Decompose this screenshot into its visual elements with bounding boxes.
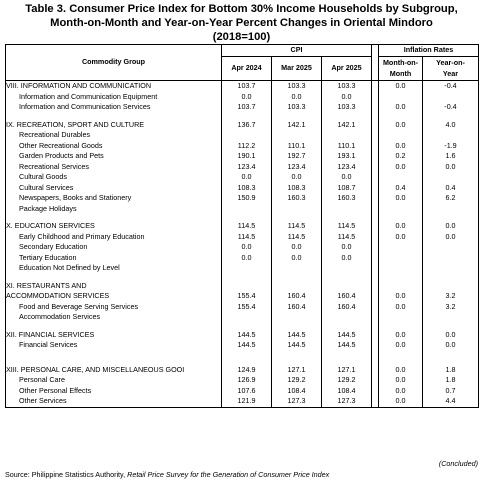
cpi-mar-2025: 127.3: [272, 396, 322, 407]
commodity-name: Garden Products and Pets: [6, 151, 222, 162]
subgroup-row: [6, 204, 479, 215]
commodity-name: Cultural Goods: [6, 172, 222, 183]
cpi-mar-2025: 160.4: [272, 302, 322, 313]
subgroup-row: [6, 263, 479, 274]
cpi-apr-2024: 0.0: [222, 253, 272, 264]
subgroup-row: [6, 151, 479, 162]
cpi-apr-2024: 126.9: [222, 375, 272, 386]
cpi-mar-2025: 0.0: [272, 172, 322, 183]
commodity-name: ACCOMMODATION SERVICES: [6, 291, 222, 302]
month-on-month: [379, 204, 423, 215]
cpi-apr-2025: 127.3: [322, 396, 372, 407]
cpi-apr-2025: 142.1: [322, 120, 372, 131]
header-month-on-month: Month-on- Month: [379, 57, 423, 81]
commodity-name: Cultural Services: [6, 183, 222, 194]
year-on-year: -0.4: [423, 102, 479, 113]
year-on-year: 3.2: [423, 302, 479, 313]
subgroup-row: [6, 193, 479, 204]
commodity-name: X. EDUCATION SERVICES: [6, 221, 222, 232]
subgroup-row: [6, 162, 479, 173]
year-on-year: 0.7: [423, 386, 479, 397]
year-on-year: 1.6: [423, 151, 479, 162]
cpi-apr-2024: 150.9: [222, 193, 272, 204]
cpi-mar-2025: 144.5: [272, 330, 322, 341]
header-cpi: CPI: [222, 45, 372, 57]
table-body: [6, 81, 479, 408]
year-on-year: 1.8: [423, 365, 479, 376]
subgroup-row: [6, 312, 479, 323]
header-mar-2025: Mar 2025: [272, 57, 322, 81]
commodity-name: Education Not Defined by Level: [6, 263, 222, 274]
cpi-mar-2025: 103.3: [272, 81, 322, 92]
group-row: [6, 221, 479, 232]
cpi-apr-2025: 144.5: [322, 330, 372, 341]
month-on-month: 0.0: [379, 102, 423, 113]
cpi-apr-2024: [222, 263, 272, 274]
cpi-mar-2025: 0.0: [272, 242, 322, 253]
cpi-apr-2024: 190.1: [222, 151, 272, 162]
cpi-mar-2025: [272, 263, 322, 274]
cpi-apr-2024: 144.5: [222, 340, 272, 351]
cpi-apr-2024: [222, 312, 272, 323]
header-inflation-rates: Inflation Rates: [379, 45, 479, 57]
commodity-name: Food and Beverage Serving Services: [6, 302, 222, 313]
commodity-name: Financial Services: [6, 340, 222, 351]
cpi-apr-2025: [322, 130, 372, 141]
month-on-month: [379, 130, 423, 141]
cpi-apr-2025: 144.5: [322, 340, 372, 351]
month-on-month: 0.0: [379, 193, 423, 204]
month-on-month: 0.0: [379, 386, 423, 397]
cpi-apr-2024: 114.5: [222, 221, 272, 232]
year-on-year: [423, 253, 479, 264]
cpi-mar-2025: 127.1: [272, 365, 322, 376]
cpi-apr-2024: 136.7: [222, 120, 272, 131]
month-on-month: 0.0: [379, 120, 423, 131]
title-line-1: Table 3. Consumer Price Index for Bottom 30% Income Households by Subgroup,: [25, 3, 458, 15]
cpi-apr-2024: 0.0: [222, 92, 272, 103]
cpi-mar-2025: [272, 312, 322, 323]
cpi-apr-2024: 124.9: [222, 365, 272, 376]
source-note: Source: Philippine Statistics Authority, Retail Price Survey for the Generation of Consumer Price Index: [5, 470, 330, 479]
spacer-row: [6, 214, 479, 221]
subgroup-row: [6, 375, 479, 386]
header-apr-2025: Apr 2025: [322, 57, 372, 81]
commodity-name: Accommodation Services: [6, 312, 222, 323]
commodity-name: Tertiary Education: [6, 253, 222, 264]
spacer-row: [6, 323, 479, 330]
commodity-name: Other Recreational Goods: [6, 141, 222, 152]
cpi-mar-2025: [272, 130, 322, 141]
cpi-mar-2025: [272, 204, 322, 215]
cpi-mar-2025: 160.4: [272, 291, 322, 302]
month-on-month: 0.0: [379, 396, 423, 407]
commodity-name: Recreational Services: [6, 162, 222, 173]
cpi-apr-2025: 108.4: [322, 386, 372, 397]
cpi-apr-2024: 108.3: [222, 183, 272, 194]
cpi-mar-2025: 108.3: [272, 183, 322, 194]
commodity-name: XI. RESTAURANTS AND: [6, 281, 222, 292]
month-on-month: 0.0: [379, 375, 423, 386]
cpi-mar-2025: 114.5: [272, 221, 322, 232]
cpi-mar-2025: 108.4: [272, 386, 322, 397]
year-on-year: 6.2: [423, 193, 479, 204]
subgroup-row: [6, 232, 479, 243]
month-on-month: 0.4: [379, 183, 423, 194]
cpi-apr-2025: [322, 312, 372, 323]
cpi-apr-2024: 112.2: [222, 141, 272, 152]
year-on-year: [423, 263, 479, 274]
table-title: [0, 2, 483, 44]
month-on-month: 0.0: [379, 340, 423, 351]
month-on-month: 0.0: [379, 302, 423, 313]
year-on-year: 0.0: [423, 162, 479, 173]
cpi-mar-2025: 123.4: [272, 162, 322, 173]
cpi-apr-2025: 110.1: [322, 141, 372, 152]
cpi-apr-2024: 114.5: [222, 232, 272, 243]
commodity-name: Other Services: [6, 396, 222, 407]
month-on-month: 0.0: [379, 365, 423, 376]
commodity-name: Other Personal Effects: [6, 386, 222, 397]
cpi-table: [5, 44, 479, 408]
commodity-name: XII. FINANCIAL SERVICES: [6, 330, 222, 341]
spacer-row: [6, 358, 479, 365]
cpi-apr-2025: 193.1: [322, 151, 372, 162]
month-on-month: 0.0: [379, 221, 423, 232]
commodity-name: Personal Care: [6, 375, 222, 386]
month-on-month: 0.0: [379, 141, 423, 152]
cpi-apr-2024: [222, 204, 272, 215]
subgroup-row: [6, 92, 479, 103]
month-on-month: [379, 92, 423, 103]
header-year-on-year: Year-on- Year: [423, 57, 479, 81]
group-row: [6, 81, 479, 92]
month-on-month: 0.0: [379, 162, 423, 173]
spacer-row: [6, 274, 479, 281]
month-on-month: [379, 281, 423, 292]
cpi-apr-2024: 155.4: [222, 291, 272, 302]
cpi-apr-2025: 160.3: [322, 193, 372, 204]
cpi-apr-2025: [322, 263, 372, 274]
cpi-apr-2025: [322, 281, 372, 292]
group-row: [6, 330, 479, 341]
title-line-2: Month-on-Month and Year-on-Year Percent Changes in Oriental Mindoro: [50, 17, 433, 29]
subgroup-row: [6, 242, 479, 253]
subgroup-row: [6, 102, 479, 113]
cpi-apr-2024: [222, 281, 272, 292]
year-on-year: 0.0: [423, 330, 479, 341]
cpi-apr-2025: 0.0: [322, 92, 372, 103]
year-on-year: [423, 242, 479, 253]
subgroup-row: [6, 172, 479, 183]
year-on-year: 4.0: [423, 120, 479, 131]
year-on-year: [423, 130, 479, 141]
commodity-name: Information and Communication Services: [6, 102, 222, 113]
cpi-apr-2024: 103.7: [222, 102, 272, 113]
cpi-apr-2025: 123.4: [322, 162, 372, 173]
year-on-year: [423, 312, 479, 323]
cpi-apr-2024: 123.4: [222, 162, 272, 173]
year-on-year: 0.0: [423, 340, 479, 351]
subgroup-row: [6, 141, 479, 152]
cpi-apr-2025: 103.3: [322, 81, 372, 92]
month-on-month: 0.0: [379, 232, 423, 243]
cpi-apr-2025: 103.3: [322, 102, 372, 113]
commodity-name: XIII. PERSONAL CARE, AND MISCELLANEOUS GOOI: [6, 365, 222, 376]
year-on-year: -1.9: [423, 141, 479, 152]
month-on-month: [379, 172, 423, 183]
year-on-year: 3.2: [423, 291, 479, 302]
year-on-year: 0.4: [423, 183, 479, 194]
group-row: [6, 291, 479, 302]
year-on-year: [423, 92, 479, 103]
cpi-apr-2024: [222, 130, 272, 141]
commodity-name: VIII. INFORMATION AND COMMUNICATION: [6, 81, 222, 92]
month-on-month: 0.0: [379, 291, 423, 302]
month-on-month: 0.0: [379, 81, 423, 92]
cpi-apr-2025: 0.0: [322, 242, 372, 253]
cpi-apr-2024: 155.4: [222, 302, 272, 313]
cpi-apr-2025: 160.4: [322, 291, 372, 302]
subgroup-row: [6, 183, 479, 194]
spacer-row: [6, 351, 479, 358]
spacer-row: [6, 113, 479, 120]
cpi-mar-2025: 0.0: [272, 253, 322, 264]
group-row: [6, 365, 479, 376]
subgroup-row: [6, 340, 479, 351]
cpi-mar-2025: 160.3: [272, 193, 322, 204]
cpi-mar-2025: 110.1: [272, 141, 322, 152]
subgroup-row: [6, 386, 479, 397]
cpi-apr-2025: [322, 204, 372, 215]
year-on-year: -0.4: [423, 81, 479, 92]
commodity-name: IX. RECREATION, SPORT AND CULTURE: [6, 120, 222, 131]
cpi-mar-2025: 144.5: [272, 340, 322, 351]
cpi-mar-2025: 129.2: [272, 375, 322, 386]
cpi-apr-2025: 0.0: [322, 172, 372, 183]
year-on-year: 0.0: [423, 232, 479, 243]
subgroup-row: [6, 302, 479, 313]
cpi-apr-2024: 121.9: [222, 396, 272, 407]
month-on-month: [379, 263, 423, 274]
month-on-month: [379, 253, 423, 264]
cpi-apr-2025: 127.1: [322, 365, 372, 376]
group-row: [6, 120, 479, 131]
cpi-mar-2025: 103.3: [272, 102, 322, 113]
subgroup-row: [6, 396, 479, 407]
subgroup-row: [6, 130, 479, 141]
year-on-year: [423, 204, 479, 215]
cpi-apr-2025: 108.7: [322, 183, 372, 194]
month-on-month: 0.2: [379, 151, 423, 162]
commodity-name: Recreational Durables: [6, 130, 222, 141]
cpi-apr-2025: 129.2: [322, 375, 372, 386]
cpi-apr-2025: 0.0: [322, 253, 372, 264]
year-on-year: [423, 281, 479, 292]
cpi-apr-2024: 103.7: [222, 81, 272, 92]
commodity-name: Newspapers, Books and Stationery: [6, 193, 222, 204]
cpi-apr-2024: 0.0: [222, 242, 272, 253]
commodity-name: Early Childhood and Primary Education: [6, 232, 222, 243]
cpi-apr-2024: 144.5: [222, 330, 272, 341]
month-on-month: [379, 312, 423, 323]
cpi-apr-2024: 107.6: [222, 386, 272, 397]
year-on-year: 4.4: [423, 396, 479, 407]
cpi-mar-2025: 192.7: [272, 151, 322, 162]
month-on-month: 0.0: [379, 330, 423, 341]
subgroup-row: [6, 253, 479, 264]
cpi-mar-2025: 0.0: [272, 92, 322, 103]
group-row: [6, 281, 479, 292]
year-on-year: 1.8: [423, 375, 479, 386]
cpi-mar-2025: 142.1: [272, 120, 322, 131]
header-commodity-group: Commodity Group: [6, 45, 222, 81]
year-on-year: [423, 172, 479, 183]
header-apr-2024: Apr 2024: [222, 57, 272, 81]
month-on-month: [379, 242, 423, 253]
cpi-apr-2024: 0.0: [222, 172, 272, 183]
cpi-mar-2025: [272, 281, 322, 292]
commodity-name: Secondary Education: [6, 242, 222, 253]
title-line-3: (2018=100): [212, 31, 271, 43]
concluded-note: (Concluded): [438, 459, 478, 468]
cpi-mar-2025: 114.5: [272, 232, 322, 243]
cpi-apr-2025: 160.4: [322, 302, 372, 313]
cpi-apr-2025: 114.5: [322, 232, 372, 243]
year-on-year: 0.0: [423, 221, 479, 232]
cpi-apr-2025: 114.5: [322, 221, 372, 232]
commodity-name: Package Holidays: [6, 204, 222, 215]
commodity-name: Information and Communication Equipment: [6, 92, 222, 103]
